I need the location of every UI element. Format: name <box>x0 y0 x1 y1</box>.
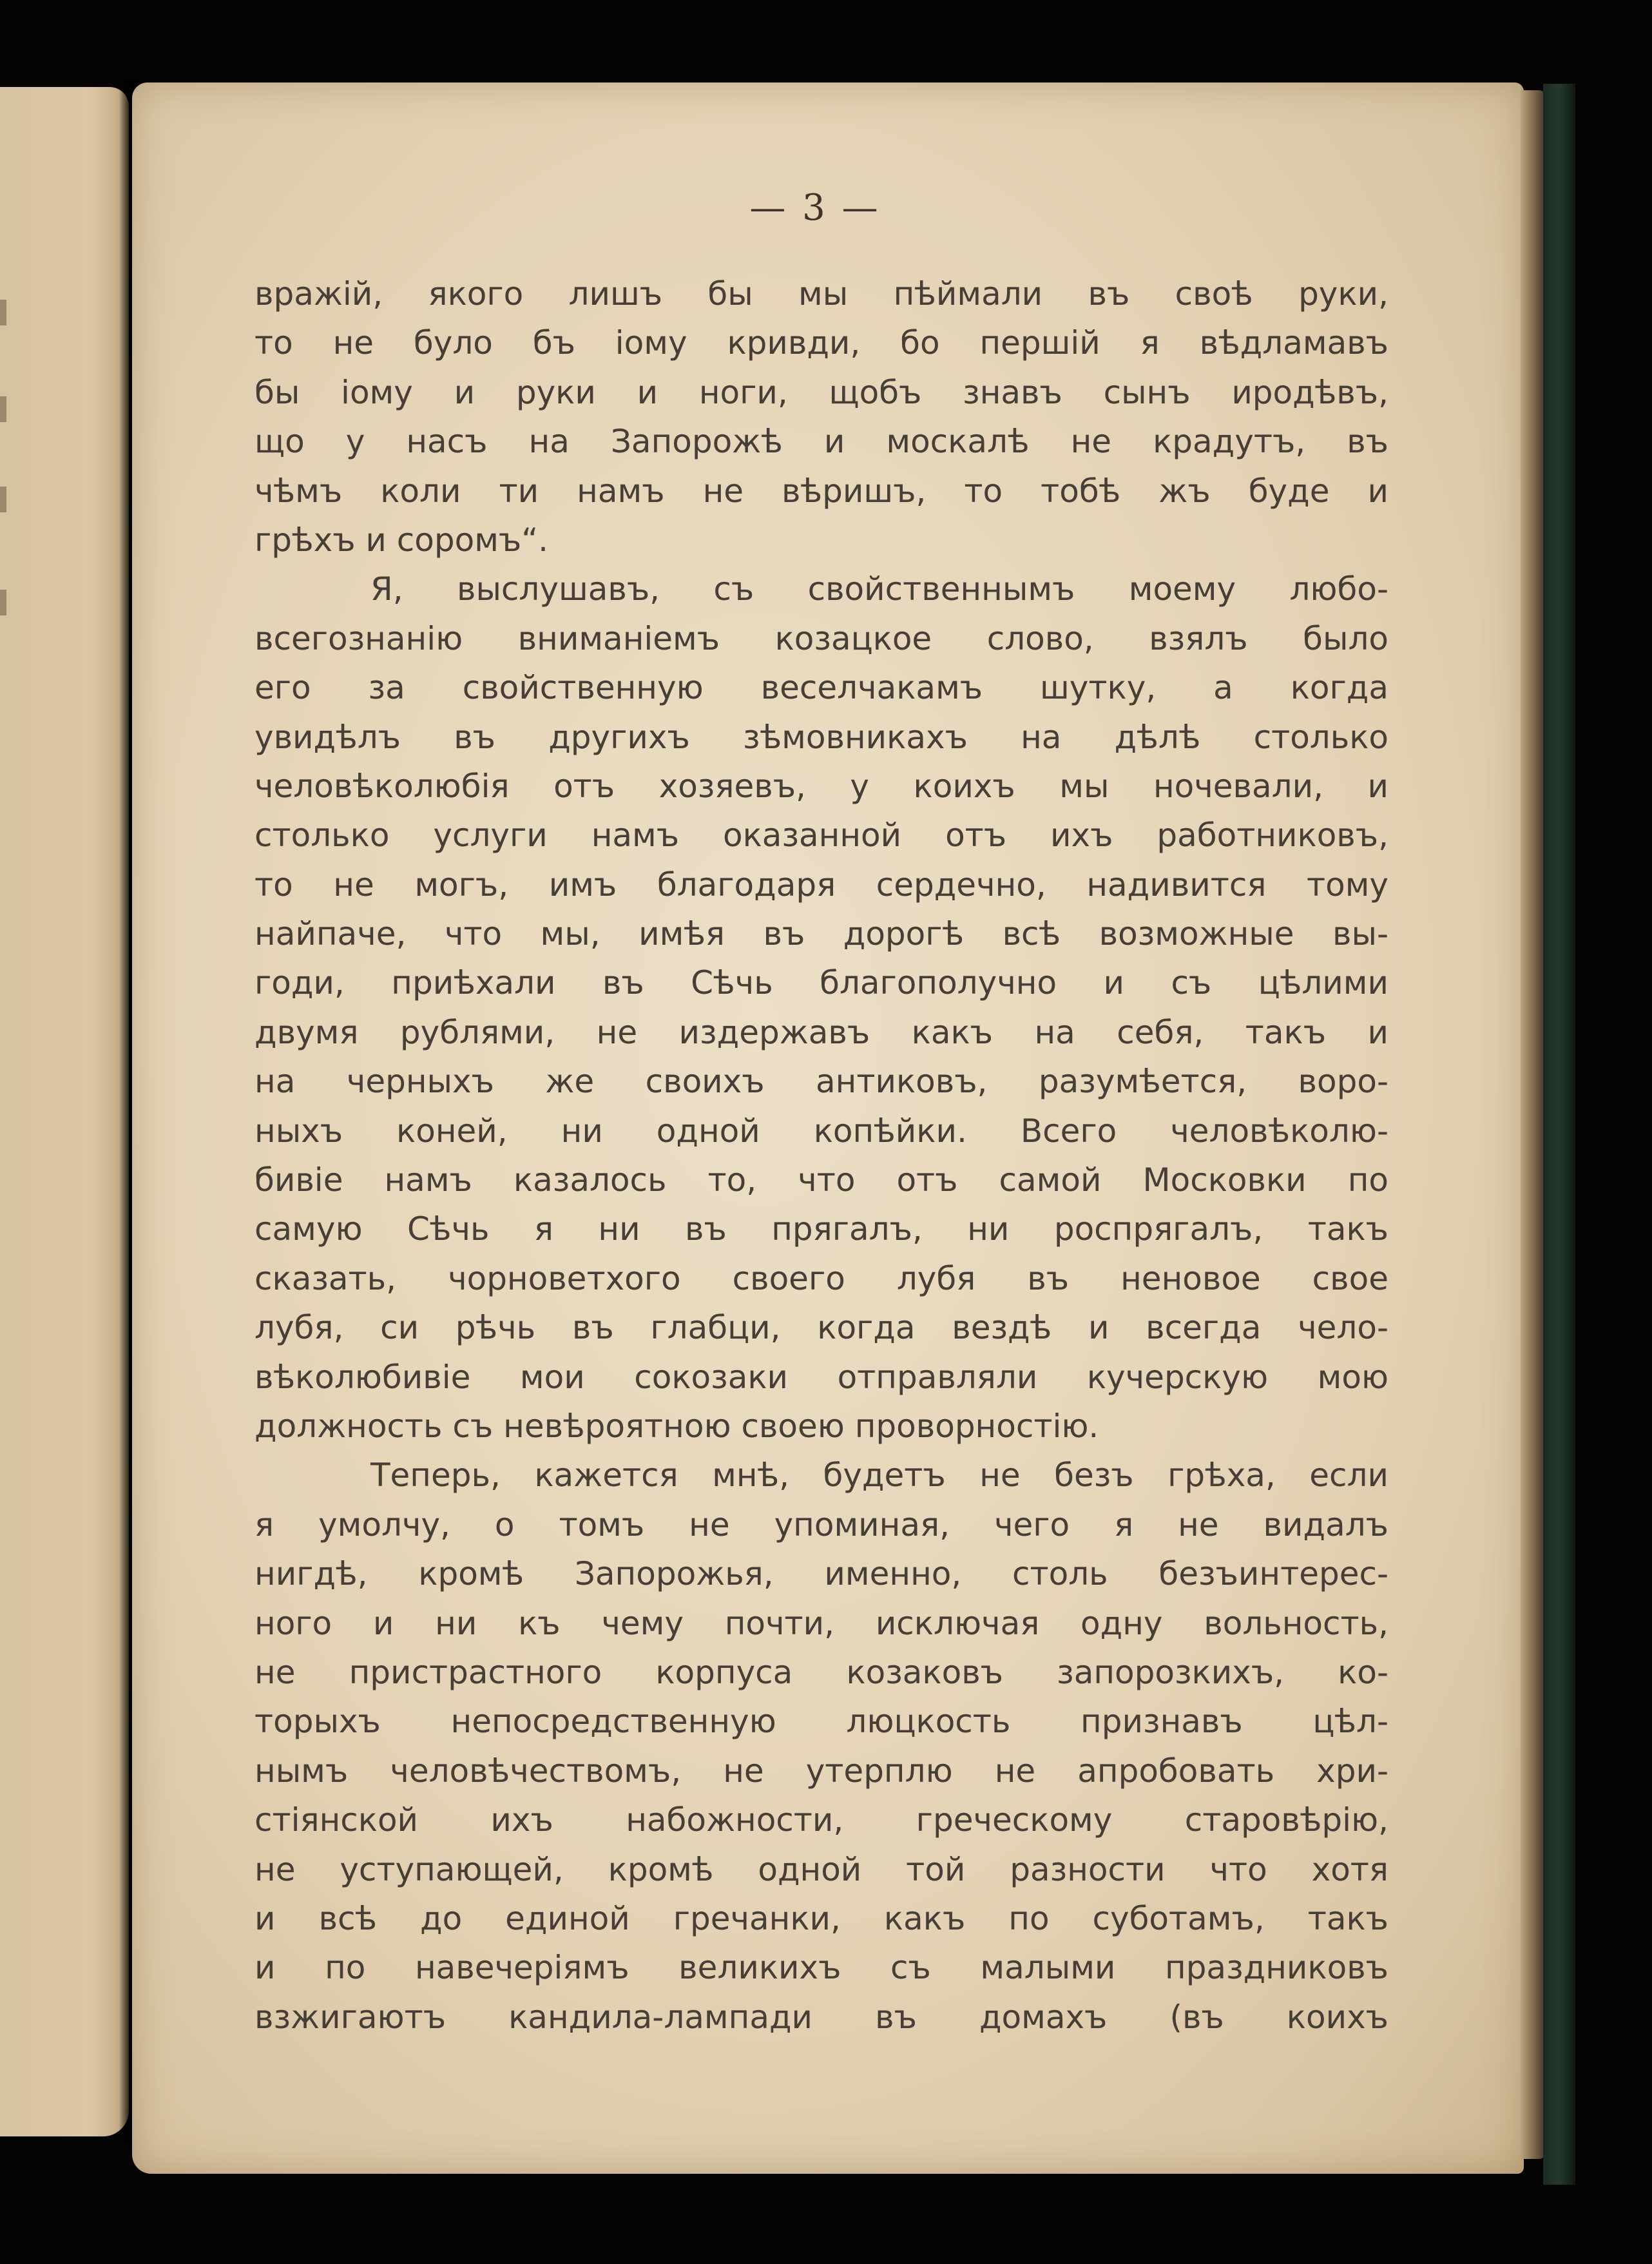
text-line: бивіе намъ казалось то, что отъ самой Московки по <box>255 1161 1388 1199</box>
text-line: взжигаютъ кандила-лампади въ домахъ (въ коихъ <box>255 1998 1388 2036</box>
text-line: лубя, си рѣчь въ глабци, когда вездѣ и всегда чело- <box>255 1309 1388 1347</box>
text-line: нымъ человѣчествомъ, не утерплю не апробовать хри- <box>255 1752 1388 1790</box>
facing-page-edge <box>0 87 129 2136</box>
text-line: чѣмъ коли ти намъ не вѣришъ, то тобѣ жъ буде и <box>255 472 1388 510</box>
text-line: я умолчу, о томъ не упоминая, чего я не видалъ <box>255 1505 1388 1543</box>
text-line: вражій, якого лишъ бы мы пѣймали въ своѣ руки, <box>255 275 1388 313</box>
book-cover-edge <box>1543 84 1575 2185</box>
text-line: грѣхъ и соромъ“. <box>255 521 549 559</box>
text-line: вѣколюбивіе мои сокозаки отправляли кучерскую мою <box>255 1358 1388 1396</box>
text-line: то не могъ, имъ благодаря сердечно, надивится тому <box>255 866 1388 904</box>
text-line: должность съ невѣроятною своею проворностію. <box>255 1407 1099 1445</box>
text-line: человѣколюбія отъ хозяевъ, у коихъ мы ночевали, и <box>255 767 1388 805</box>
text-line: самую Сѣчь я ни въ прягалъ, ни роспрягалъ, такъ <box>255 1210 1388 1248</box>
text-line: и всѣ до единой гречанки, какъ по суботамъ, такъ <box>255 1899 1388 1937</box>
text-line: не пристрастного корпуса козаковъ запорозкихъ, ко- <box>255 1653 1388 1691</box>
body-text <box>255 269 1388 2042</box>
page-number: — 3 — <box>749 187 881 229</box>
text-line: и по навечеріямъ великихъ съ малыми праздниковъ <box>255 1949 1388 1987</box>
text-line: увидѣлъ въ другихъ зѣмовникахъ на дѣлѣ столько <box>255 718 1388 756</box>
text-line: що у насъ на Запорожѣ и москалѣ не крадутъ, въ <box>255 423 1388 461</box>
text-line: стіянской ихъ набожности, греческому старовѣрію, <box>255 1801 1388 1839</box>
text-line: всегознанію вниманіемъ козацкое слово, взялъ было <box>255 619 1388 657</box>
text-line: на черныхъ же своихъ антиковъ, разумѣется, воро- <box>255 1063 1388 1101</box>
text-line: то не було бъ іому кривди, бо першій я вѣдламавъ <box>255 324 1388 362</box>
facing-page-mark <box>0 300 6 325</box>
text-line: годи, приѣхали въ Сѣчь благополучно и съ цѣлими <box>255 964 1388 1002</box>
text-line: ныхъ коней, ни одной копѣйки. Всего человѣколю- <box>255 1112 1388 1150</box>
page-edge <box>1521 90 1546 2159</box>
text-line: торыхъ непосредственную люцкость признавъ цѣл- <box>255 1703 1388 1741</box>
facing-page-mark <box>0 590 6 615</box>
text-line: его за свойственную веселчакамъ шутку, а когда <box>255 669 1388 707</box>
text-line: не уступающей, кромѣ одной той разности что хотя <box>255 1850 1388 1888</box>
text-line: столько услуги намъ оказанной отъ ихъ работниковъ, <box>255 817 1388 855</box>
text-line: двумя рублями, не издержавъ какъ на себя, такъ и <box>255 1013 1388 1051</box>
text-line: Теперь, кажется мнѣ, будетъ не безъ грѣха, если <box>370 1456 1388 1495</box>
text-line: нигдѣ, кромѣ Запорожья, именно, столь безъинтерес- <box>255 1555 1388 1593</box>
text-line: Я, выслушавъ, съ свойственнымъ моему любо- <box>370 570 1388 608</box>
text-line: бы іому и руки и ноги, щобъ знавъ сынъ иродѣвъ, <box>255 373 1388 411</box>
facing-page-mark <box>0 396 6 422</box>
text-line: ного и ни къ чему почти, исключая одну вольность, <box>255 1604 1388 1642</box>
text-line: сказать, чорноветхого своего лубя въ неновое свое <box>255 1259 1388 1297</box>
facing-page-mark <box>0 487 6 512</box>
text-line: найпаче, что мы, имѣя въ дорогѣ всѣ возможные вы- <box>255 915 1388 953</box>
